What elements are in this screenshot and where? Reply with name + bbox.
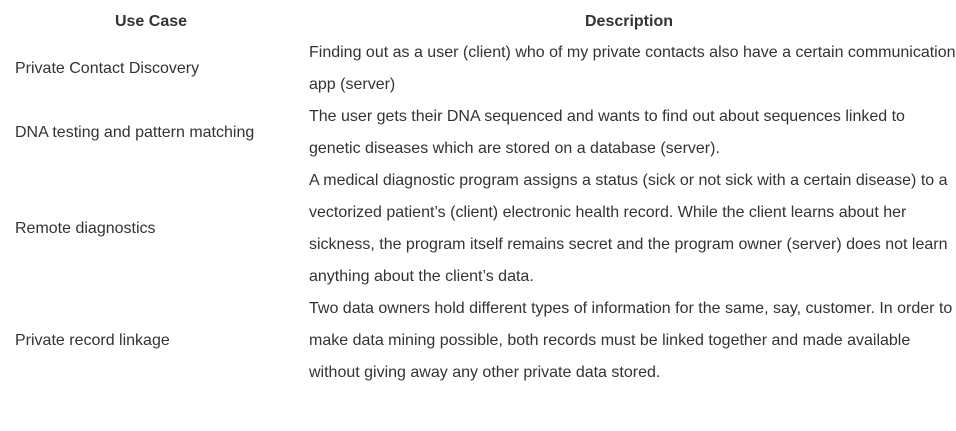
use-case-cell: Private Contact Discovery xyxy=(15,60,200,77)
description-cell: A medical diagnostic program assigns a status (sick or not sick with a certain disease) to a vectorized patient’s (client) electronic health record. While the client learns about her sickness, the program itself remains secret and the program owner (server) does not learn anything about the client’s data. xyxy=(309,172,948,285)
description-cell: Two data owners hold different types of information for the same, say, customer. In order to make data mining possible, both records must be linked together and made available without giving away any other private data stored. xyxy=(309,300,953,381)
description-cell: The user gets their DNA sequenced and wants to find out about sequences linked to genetic diseases which are stored on a database (server). xyxy=(309,108,905,157)
use-case-cell: DNA testing and pattern matching xyxy=(15,124,255,141)
description-cell: Finding out as a user (client) who of my private contacts also have a certain communication app (server) xyxy=(309,44,956,93)
use-case-cell: Private record linkage xyxy=(15,332,170,349)
table-row xyxy=(0,165,956,293)
table-row xyxy=(0,37,956,101)
use-case-cell: Remote diagnostics xyxy=(15,220,156,237)
header-use-case: Use Case xyxy=(114,12,188,30)
header-row xyxy=(0,6,956,37)
table-row xyxy=(0,293,956,389)
use-case-table xyxy=(0,6,956,389)
header-description: Description xyxy=(584,12,673,30)
table-row xyxy=(0,101,956,165)
